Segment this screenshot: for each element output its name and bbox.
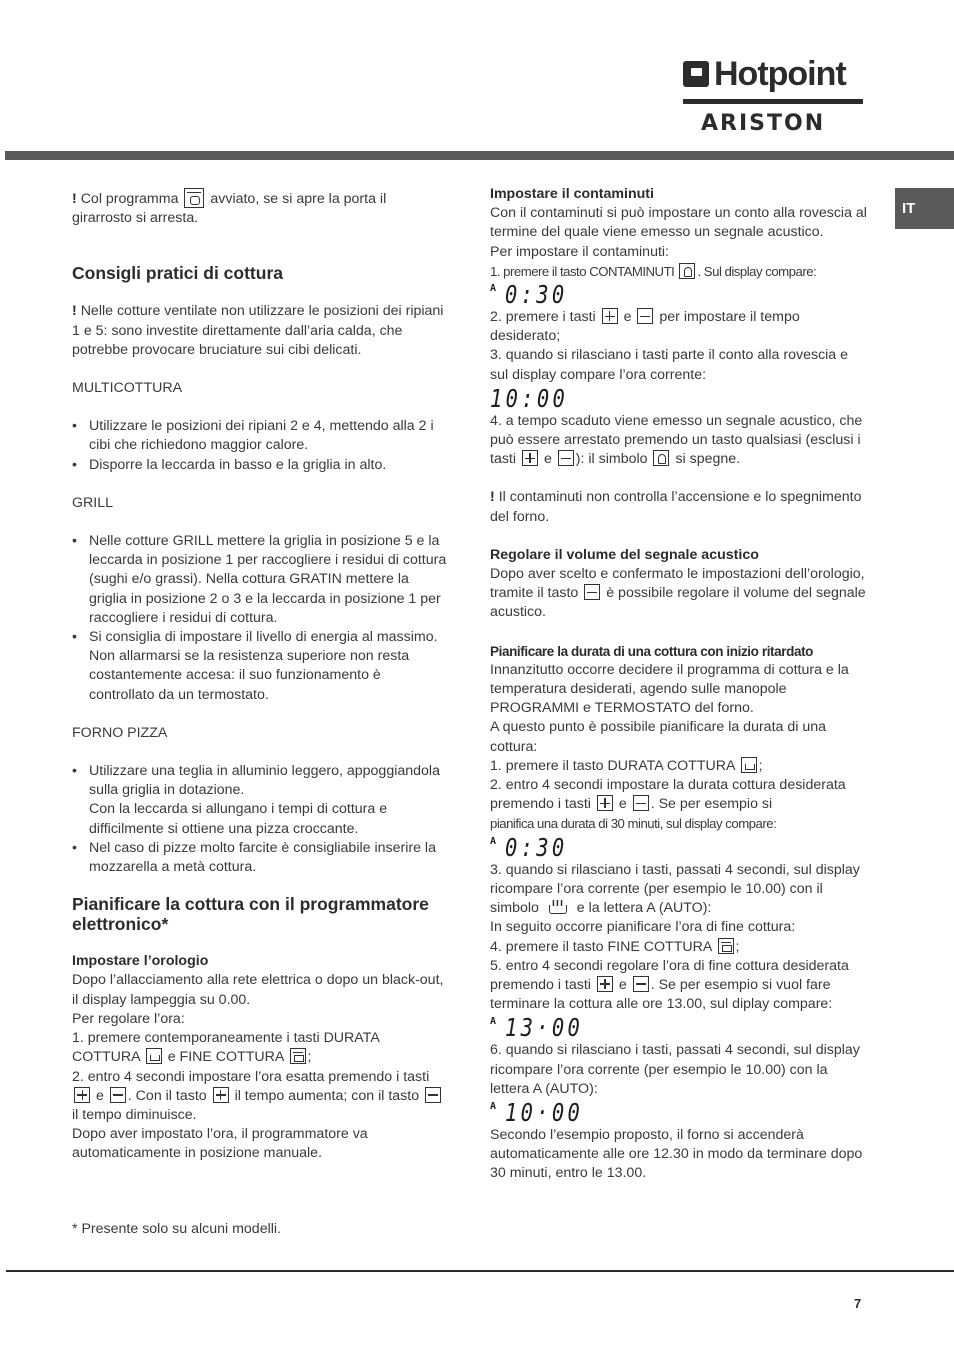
step-text: e bbox=[618, 976, 627, 993]
display-caret: A bbox=[490, 1100, 497, 1112]
step-text: . Se per esempio si bbox=[650, 796, 773, 813]
step-text: 1. premere il tasto DURATA COTTURA bbox=[490, 757, 735, 774]
contaminuti-intro: Con il contaminuti si può impostare un conto alla rovescia al termine del quale viene emesso un segnale acustico. bbox=[490, 205, 867, 241]
step-text: per impostare il tempo desiderato; bbox=[490, 309, 800, 345]
brand-logo bbox=[683, 56, 865, 136]
auto-symbol-icon bbox=[547, 899, 569, 915]
display-readout bbox=[490, 1013, 868, 1043]
header-rule bbox=[5, 151, 954, 160]
end-cooking-oven-icon bbox=[290, 1048, 306, 1064]
duration-pot-icon bbox=[741, 757, 757, 773]
bell-timer-icon bbox=[679, 263, 695, 279]
ritardato-step-3 bbox=[490, 861, 868, 919]
contaminuti-title: Impostare il contaminuti bbox=[490, 186, 654, 202]
intro-text-b: avviato, se si apre la porta il girarrosto si arresta. bbox=[72, 191, 387, 227]
orologio-intro: Dopo l’allacciamento alla rete elettrica o dopo un black-out, il display lampeggia su 0.00. bbox=[72, 972, 444, 1008]
display-digits: 0:30 bbox=[505, 280, 568, 310]
step-text: 1. premere contemporaneamente i tasti DURATA COTTURA bbox=[72, 1030, 380, 1066]
minus-key-icon bbox=[584, 584, 600, 600]
left-column bbox=[72, 188, 450, 1164]
language-tab: IT bbox=[895, 188, 954, 229]
contaminuti-step-2 bbox=[490, 308, 868, 346]
consigli-text: Nelle cotture ventilate non utilizzare le posizioni dei ripiani 1 e 5: sono investite direttamente dall’aria calda, che potrebbe provocare bruciature sui cibi delicati. bbox=[72, 303, 444, 358]
step-text: 2. entro 4 secondi impostare l’ora esatta premendo i tasti bbox=[72, 1068, 430, 1085]
ritardato-step-5 bbox=[490, 957, 868, 1015]
contaminuti-step-1 bbox=[490, 262, 868, 281]
plus-key-icon bbox=[522, 450, 538, 466]
warning-mark: ! bbox=[72, 191, 77, 207]
orologio-title: Impostare l’orologio bbox=[72, 953, 209, 970]
volume-title: Regolare il volume del segnale acustico bbox=[490, 546, 759, 563]
plus-key-icon bbox=[213, 1087, 229, 1103]
list-item: • Disporre la leccarda in basso e la griglia in alto. bbox=[72, 456, 450, 475]
step-text: e bbox=[618, 796, 627, 813]
end-cooking-oven-icon bbox=[718, 938, 734, 954]
grill-list bbox=[72, 532, 450, 705]
contaminuti-howto: Per impostare il contaminuti: bbox=[490, 243, 669, 260]
grill-rotisserie-icon bbox=[184, 188, 204, 208]
ritardato-step-6: 6. quando si rilasciano i tasti, passati 4 secondi, sul display ricompare l’ora corrente (per esempio le 10.00) con la lettera A (AUTO): bbox=[490, 1042, 860, 1097]
step-text: . Con il tasto bbox=[127, 1087, 207, 1104]
display-readout bbox=[490, 280, 868, 310]
orologio-step-1 bbox=[72, 1029, 450, 1067]
pizza-title: FORNO PIZZA bbox=[72, 724, 168, 741]
plus-key-icon bbox=[74, 1087, 90, 1103]
step-text: e bbox=[95, 1087, 104, 1104]
list-item: • Nel caso di pizze molto farcite è consigliabile inserire la mozzarella a metà cottura. bbox=[72, 839, 450, 877]
display-readout bbox=[490, 383, 868, 413]
list-item: • Utilizzare una teglia in alluminio leggero, appoggiandola sulla griglia in dotazione. bbox=[72, 762, 450, 800]
step-text: 1. premere il tasto CONTAMINUTI bbox=[490, 263, 675, 279]
warning-mark: ! bbox=[72, 303, 77, 320]
step-text: e bbox=[543, 451, 552, 468]
plus-key-icon bbox=[602, 308, 618, 324]
step-text: il tempo diminuisce. bbox=[72, 1106, 197, 1123]
step-text: ; bbox=[758, 757, 763, 774]
step-text: e bbox=[623, 309, 632, 326]
step-text: . Se per esempio si vuol fare terminare la cottura alle ore 13.00, sul diplay compare: bbox=[490, 976, 833, 1013]
logo-top bbox=[683, 56, 865, 92]
display-digits: 0:30 bbox=[505, 832, 568, 862]
consigli-title: Consigli pratici di cottura bbox=[72, 263, 283, 284]
step-text: 2. entro 4 secondi impostare la durata cottura desiderata premendo i tasti bbox=[490, 777, 846, 813]
intro-text-a: Col programma bbox=[80, 191, 179, 207]
pianificare-title: Pianificare la cottura con il programmatore elettronico* bbox=[72, 894, 429, 935]
footer-rule bbox=[6, 1270, 954, 1272]
step-text: si spegne. bbox=[675, 451, 741, 468]
consigli-note bbox=[72, 302, 450, 360]
minus-key-icon bbox=[637, 308, 653, 324]
display-readout bbox=[490, 1097, 868, 1127]
minus-key-icon bbox=[633, 795, 649, 811]
step-text: e la lettera A (AUTO): bbox=[576, 900, 712, 917]
display-caret: A bbox=[490, 835, 497, 847]
ritardato-summary: Secondo l’esempio proposto, il forno si accenderà automaticamente alle ore 12.30 in modo da terminare dopo 30 minuti, entro le 13.00. bbox=[490, 1126, 863, 1182]
ritardato-step-1 bbox=[490, 757, 868, 776]
note-text: Il contaminuti non controlla l’accensione e lo spegnimento del forno. bbox=[490, 489, 862, 525]
minus-key-icon bbox=[110, 1087, 126, 1103]
step-text: è possibile regolare il volume del segnale acustico. bbox=[490, 585, 866, 621]
step-text: il tempo aumenta; con il tasto bbox=[234, 1087, 420, 1104]
multicottura-title: MULTICOTTURA bbox=[72, 380, 183, 397]
minus-key-icon bbox=[633, 976, 649, 992]
pizza-list bbox=[72, 762, 450, 800]
display-digits: 13·00 bbox=[505, 1013, 584, 1043]
ritardato-step-2-cont: pianifica una durata di 30 minuti, sul display compare: bbox=[490, 816, 777, 832]
intro-note bbox=[72, 188, 450, 228]
volume-text bbox=[490, 565, 868, 623]
contaminuti-step-3: 3. quando si rilasciano i tasti parte il conto alla rovescia e sul display compare l’ora corrente: bbox=[490, 347, 849, 383]
orologio-howto: Per regolare l’ora: bbox=[72, 1010, 185, 1027]
ritardato-step-2 bbox=[490, 776, 868, 814]
step-text: 2. premere i tasti bbox=[490, 309, 596, 326]
footnote: * Presente solo su alcuni modelli. bbox=[72, 1221, 281, 1237]
grill-title: GRILL bbox=[72, 494, 114, 511]
step-text: e FINE COTTURA bbox=[167, 1049, 284, 1066]
ritardato-step-4 bbox=[490, 938, 868, 957]
pizza-list-2 bbox=[72, 839, 450, 877]
display-caret: A bbox=[490, 1016, 497, 1028]
step-text: 4. premere il tasto FINE COTTURA bbox=[490, 938, 712, 955]
plus-key-icon bbox=[597, 976, 613, 992]
orologio-outro: Dopo aver impostato l’ora, il programmatore va automaticamente in posizione manuale. bbox=[72, 1126, 368, 1162]
logo-square-icon bbox=[683, 61, 709, 87]
step-text: ; bbox=[307, 1049, 312, 1066]
right-column bbox=[490, 185, 868, 1184]
step-text: Dopo aver scelto e confermato le impostazioni dell’orologio, tramite il tasto bbox=[490, 566, 865, 602]
orologio-step-2 bbox=[72, 1068, 450, 1126]
bell-timer-icon bbox=[653, 450, 669, 466]
logo-divider bbox=[683, 99, 863, 104]
ritardato-intro-2: A questo punto è possibile pianificare la durata di una cottura: bbox=[490, 719, 827, 755]
display-digits: 10·00 bbox=[505, 1097, 584, 1127]
ritardato-intro: Innanzitutto occorre decidere il programma di cottura e la temperatura desiderati, agendo sulle manopole PROGRAMMI e TERMOSTATO del forno. bbox=[490, 661, 849, 717]
minus-key-icon bbox=[558, 450, 574, 466]
contaminuti-step-4 bbox=[490, 412, 868, 470]
pizza-item-continued: Con la leccarda si allungano i tempi di cottura e difficilmente si ottiene una pizza croccante. bbox=[89, 801, 388, 837]
step-text: . Sul display compare: bbox=[697, 263, 817, 279]
step-text: 4. a tempo scaduto viene emesso un segnale acustico, che può essere arrestato premendo un tasto qualsiasi (esclusi i tasti bbox=[490, 412, 863, 468]
warning-mark: ! bbox=[490, 489, 495, 506]
ritardato-title: Pianificare la durata di una cottura con inizio ritardato bbox=[490, 643, 814, 659]
duration-pot-icon bbox=[146, 1048, 162, 1064]
list-item: • Nelle cotture GRILL mettere la griglia in posizione 5 e la leccarda in posizione 1 per raccogliere i residui di cottura (sughi e/o grassi). Nella cottura GRATIN mettere la griglia in posizione 2 o 3 e la leccarda in posizione 1 per raccogliere i residui di cottura. bbox=[72, 532, 450, 628]
display-readout bbox=[490, 832, 868, 862]
logo-word: Hotpoint bbox=[714, 55, 846, 93]
step-text: ): il simbolo bbox=[575, 451, 648, 468]
display-caret: A bbox=[490, 283, 497, 295]
ritardato-then: In seguito occorre pianificare l’ora di fine cottura: bbox=[490, 919, 796, 936]
list-item: • Si consiglia di impostare il livello di energia al massimo. Non allarmarsi se la resistenza superiore non resta costantemente accesa: il suo funzionamento è controllato da un termostato. bbox=[72, 628, 450, 705]
step-text: 5. entro 4 secondi regolare l’ora di fine cottura desiderata premendo i tasti bbox=[490, 957, 849, 993]
minus-key-icon bbox=[425, 1087, 441, 1103]
plus-key-icon bbox=[597, 795, 613, 811]
display-digits: 10:00 bbox=[490, 383, 569, 413]
step-text: ; bbox=[735, 938, 740, 955]
contaminuti-note bbox=[490, 488, 868, 526]
logo-brand: ARISTON bbox=[701, 111, 826, 136]
list-item: • Utilizzare le posizioni dei ripiani 2 e 4, mettendo alla 2 i cibi che richiedono maggior calore. bbox=[72, 417, 450, 455]
page-number: 7 bbox=[854, 1296, 862, 1311]
multicottura-list bbox=[72, 417, 450, 475]
step-text: 3. quando si rilasciano i tasti, passati 4 secondi, sul display ricompare l’ora corrente (per esempio le 10.00) con il simbolo bbox=[490, 861, 860, 917]
